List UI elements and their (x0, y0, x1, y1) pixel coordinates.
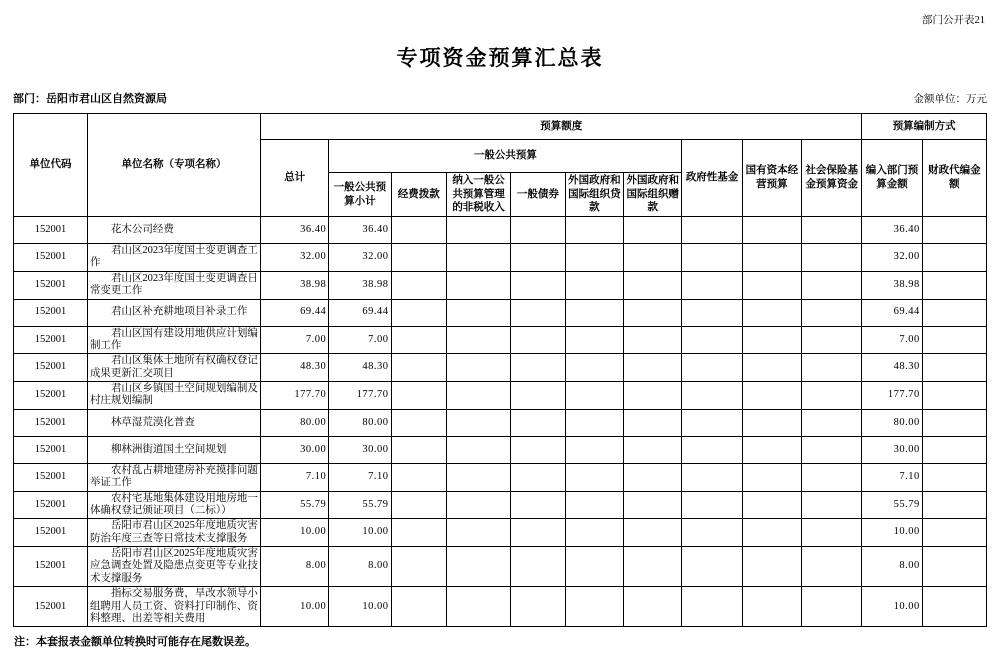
cell-fiscal-agency (922, 217, 986, 244)
cell-gpb-subtotal: 80.00 (329, 409, 391, 436)
cell-funding (391, 382, 446, 410)
cell-fiscal-agency (922, 463, 986, 491)
cell-foreign-grants (624, 463, 682, 491)
table-row (14, 326, 987, 354)
cell-fiscal-agency (922, 354, 986, 382)
cell-non-tax (446, 587, 510, 627)
cell-foreign-grants (624, 354, 682, 382)
cell-unit-code: 152001 (14, 547, 88, 587)
cell-unit-name: 君山区集体土地所有权确权登记成果更新汇交项目 (87, 354, 260, 382)
cell-funding (391, 436, 446, 463)
cell-dept-amount: 48.30 (862, 354, 922, 382)
cell-total: 10.00 (261, 519, 329, 547)
cell-fiscal-agency (922, 587, 986, 627)
cell-non-tax (446, 299, 510, 326)
cell-social-insurance (802, 463, 862, 491)
cell-dept-amount: 30.00 (862, 436, 922, 463)
cell-general-bonds (511, 382, 565, 410)
cell-social-insurance (802, 409, 862, 436)
header-row-1 (14, 114, 987, 140)
cell-gpb-subtotal: 32.00 (329, 244, 391, 272)
meta-row (13, 90, 987, 106)
cell-state-capital (742, 326, 801, 354)
table-row (14, 217, 987, 244)
cell-gpb-subtotal: 36.40 (329, 217, 391, 244)
cell-foreign-loans (565, 354, 623, 382)
page-title: 专项资金预算汇总表 (396, 47, 604, 70)
cell-foreign-grants (624, 409, 682, 436)
cell-fiscal-agency (922, 436, 986, 463)
cell-foreign-grants (624, 382, 682, 410)
cell-non-tax (446, 409, 510, 436)
cell-social-insurance (802, 271, 862, 299)
cell-gpb-subtotal: 30.00 (329, 436, 391, 463)
cell-dept-amount: 32.00 (862, 244, 922, 272)
cell-foreign-loans (565, 271, 623, 299)
cell-total: 32.00 (261, 244, 329, 272)
cell-state-capital (742, 436, 801, 463)
cell-non-tax (446, 244, 510, 272)
cell-foreign-grants (624, 547, 682, 587)
footnote: 注：本套报表金额单位转换时可能存在尾数误差。 (14, 636, 256, 649)
cell-unit-name: 君山区2023年度国土变更调查工作 (87, 244, 260, 272)
table-row (14, 244, 987, 272)
cell-social-insurance (802, 436, 862, 463)
cell-unit-code: 152001 (14, 382, 88, 410)
cell-total: 38.98 (261, 271, 329, 299)
cell-total: 8.00 (261, 547, 329, 587)
cell-total: 177.70 (261, 382, 329, 410)
cell-foreign-loans (565, 382, 623, 410)
cell-state-capital (742, 409, 801, 436)
header-funding-appropriation: 经费拨款 (391, 173, 446, 217)
cell-state-capital (742, 299, 801, 326)
header-compilation-method: 预算编制方式 (862, 114, 987, 140)
cell-total: 7.10 (261, 463, 329, 491)
cell-unit-name: 林草湿荒漠化普查 (87, 409, 260, 436)
cell-dept-amount: 80.00 (862, 409, 922, 436)
cell-general-bonds (511, 354, 565, 382)
cell-total: 30.00 (261, 436, 329, 463)
cell-non-tax (446, 326, 510, 354)
cell-gpb-subtotal: 177.70 (329, 382, 391, 410)
cell-government-funds (682, 519, 742, 547)
cell-general-bonds (511, 491, 565, 519)
cell-non-tax (446, 491, 510, 519)
table-row (14, 382, 987, 410)
cell-state-capital (742, 463, 801, 491)
cell-unit-code: 152001 (14, 519, 88, 547)
cell-funding (391, 409, 446, 436)
cell-unit-code: 152001 (14, 354, 88, 382)
cell-total: 55.79 (261, 491, 329, 519)
cell-unit-name: 岳阳市君山区2025年度地质灾害防治年度三查等日常技术支撑服务 (87, 519, 260, 547)
cell-gpb-subtotal: 7.10 (329, 463, 391, 491)
cell-general-bonds (511, 217, 565, 244)
cell-gpb-subtotal: 7.00 (329, 326, 391, 354)
cell-social-insurance (802, 491, 862, 519)
cell-gpb-subtotal: 10.00 (329, 519, 391, 547)
cell-government-funds (682, 299, 742, 326)
cell-funding (391, 299, 446, 326)
header-social-insurance: 社会保险基金预算资金 (802, 140, 862, 217)
table-row (14, 463, 987, 491)
cell-total: 10.00 (261, 587, 329, 627)
cell-gpb-subtotal: 38.98 (329, 271, 391, 299)
cell-gpb-subtotal: 55.79 (329, 491, 391, 519)
cell-unit-name: 花木公司经费 (87, 217, 260, 244)
table-row (14, 547, 987, 587)
header-general-bonds: 一般债券 (511, 173, 565, 217)
header-total: 总计 (261, 140, 329, 217)
cell-non-tax (446, 519, 510, 547)
cell-foreign-loans (565, 463, 623, 491)
cell-general-bonds (511, 409, 565, 436)
cell-funding (391, 244, 446, 272)
cell-general-bonds (511, 271, 565, 299)
cell-gpb-subtotal: 10.00 (329, 587, 391, 627)
cell-unit-code: 152001 (14, 463, 88, 491)
doc-label: 部门公开表21 (922, 15, 985, 26)
cell-dept-amount: 36.40 (862, 217, 922, 244)
cell-general-bonds (511, 519, 565, 547)
cell-state-capital (742, 244, 801, 272)
cell-state-capital (742, 271, 801, 299)
cell-government-funds (682, 463, 742, 491)
cell-foreign-grants (624, 326, 682, 354)
cell-foreign-loans (565, 244, 623, 272)
cell-social-insurance (802, 217, 862, 244)
cell-fiscal-agency (922, 299, 986, 326)
table-row (14, 354, 987, 382)
cell-unit-code: 152001 (14, 491, 88, 519)
table-row (14, 519, 987, 547)
cell-foreign-grants (624, 491, 682, 519)
table-row (14, 491, 987, 519)
cell-government-funds (682, 587, 742, 627)
cell-total: 36.40 (261, 217, 329, 244)
cell-foreign-loans (565, 436, 623, 463)
table-body (14, 217, 987, 627)
cell-foreign-loans (565, 587, 623, 627)
cell-funding (391, 271, 446, 299)
cell-funding (391, 547, 446, 587)
cell-state-capital (742, 491, 801, 519)
cell-foreign-loans (565, 299, 623, 326)
cell-general-bonds (511, 244, 565, 272)
cell-non-tax (446, 547, 510, 587)
cell-foreign-loans (565, 217, 623, 244)
cell-general-bonds (511, 299, 565, 326)
cell-funding (391, 519, 446, 547)
cell-general-bonds (511, 463, 565, 491)
header-unit-code: 单位代码 (14, 114, 88, 217)
cell-foreign-grants (624, 587, 682, 627)
cell-unit-name: 岳阳市君山区2025年度地质灾害应急调查处置及隐患点变更等专业技术支撑服务 (87, 547, 260, 587)
cell-general-bonds (511, 326, 565, 354)
cell-non-tax (446, 436, 510, 463)
cell-government-funds (682, 409, 742, 436)
cell-total: 7.00 (261, 326, 329, 354)
header-foreign-grants: 外国政府和国际组织赠款 (624, 173, 682, 217)
cell-gpb-subtotal: 8.00 (329, 547, 391, 587)
cell-dept-amount: 38.98 (862, 271, 922, 299)
cell-non-tax (446, 217, 510, 244)
cell-general-bonds (511, 436, 565, 463)
cell-foreign-grants (624, 271, 682, 299)
cell-general-bonds (511, 547, 565, 587)
cell-government-funds (682, 436, 742, 463)
cell-funding (391, 326, 446, 354)
cell-unit-name: 君山区国有建设用地供应计划编制工作 (87, 326, 260, 354)
cell-government-funds (682, 271, 742, 299)
header-non-tax-income: 纳入一般公共预算管理的非税收入 (446, 173, 510, 217)
cell-social-insurance (802, 587, 862, 627)
cell-social-insurance (802, 244, 862, 272)
cell-unit-code: 152001 (14, 217, 88, 244)
cell-unit-code: 152001 (14, 587, 88, 627)
cell-gpb-subtotal: 48.30 (329, 354, 391, 382)
header-foreign-loans: 外国政府和国际组织贷款 (565, 173, 623, 217)
cell-dept-amount: 7.10 (862, 463, 922, 491)
department-label: 部门：岳阳市君山区自然资源局 (13, 93, 167, 105)
cell-unit-code: 152001 (14, 326, 88, 354)
cell-state-capital (742, 382, 801, 410)
cell-non-tax (446, 271, 510, 299)
cell-foreign-loans (565, 326, 623, 354)
cell-funding (391, 587, 446, 627)
cell-non-tax (446, 463, 510, 491)
cell-state-capital (742, 587, 801, 627)
cell-foreign-grants (624, 217, 682, 244)
cell-total: 48.30 (261, 354, 329, 382)
table-row (14, 299, 987, 326)
header-government-funds: 政府性基金 (682, 140, 742, 217)
cell-dept-amount: 10.00 (862, 587, 922, 627)
cell-unit-name: 君山区2023年度国土变更调查日常变更工作 (87, 271, 260, 299)
cell-funding (391, 354, 446, 382)
cell-dept-amount: 7.00 (862, 326, 922, 354)
cell-fiscal-agency (922, 547, 986, 587)
cell-total: 80.00 (261, 409, 329, 436)
cell-foreign-grants (624, 519, 682, 547)
cell-dept-amount: 10.00 (862, 519, 922, 547)
cell-unit-code: 152001 (14, 409, 88, 436)
cell-unit-name: 指标交易服务费，旱改水领导小组聘用人员工资、资料打印制作、资料整理、出差等相关费用 (87, 587, 260, 627)
header-budget-amount: 预算额度 (261, 114, 862, 140)
unit-label: 金额单位：万元 (913, 94, 987, 105)
cell-dept-amount: 55.79 (862, 491, 922, 519)
cell-funding (391, 217, 446, 244)
cell-government-funds (682, 217, 742, 244)
cell-government-funds (682, 547, 742, 587)
cell-fiscal-agency (922, 326, 986, 354)
cell-state-capital (742, 519, 801, 547)
cell-unit-name: 农村乱占耕地建房补充摸排问题举证工作 (87, 463, 260, 491)
cell-dept-amount: 8.00 (862, 547, 922, 587)
cell-social-insurance (802, 354, 862, 382)
cell-government-funds (682, 354, 742, 382)
cell-funding (391, 463, 446, 491)
table-row (14, 587, 987, 627)
cell-dept-amount: 177.70 (862, 382, 922, 410)
cell-state-capital (742, 217, 801, 244)
header-unit-name: 单位名称（专项名称） (87, 114, 260, 217)
cell-government-funds (682, 244, 742, 272)
cell-state-capital (742, 354, 801, 382)
header-fiscal-agency-amount: 财政代编金额 (922, 140, 986, 217)
cell-fiscal-agency (922, 271, 986, 299)
cell-unit-name: 君山区乡镇国土空间规划编制及村庄规划编制 (87, 382, 260, 410)
cell-unit-code: 152001 (14, 271, 88, 299)
cell-fiscal-agency (922, 491, 986, 519)
table-row (14, 271, 987, 299)
cell-social-insurance (802, 519, 862, 547)
table-row (14, 409, 987, 436)
header-gpb-subtotal: 一般公共预算小计 (329, 173, 391, 217)
cell-government-funds (682, 326, 742, 354)
cell-unit-code: 152001 (14, 244, 88, 272)
cell-unit-code: 152001 (14, 299, 88, 326)
cell-government-funds (682, 491, 742, 519)
cell-foreign-loans (565, 519, 623, 547)
header-dept-budget-amount: 编入部门预算金额 (862, 140, 922, 217)
cell-total: 69.44 (261, 299, 329, 326)
cell-gpb-subtotal: 69.44 (329, 299, 391, 326)
cell-foreign-grants (624, 244, 682, 272)
cell-unit-name: 农村宅基地集体建设用地房地一体确权登记颁证项目（二标）） (87, 491, 260, 519)
cell-state-capital (742, 547, 801, 587)
cell-non-tax (446, 354, 510, 382)
cell-social-insurance (802, 299, 862, 326)
cell-fiscal-agency (922, 409, 986, 436)
cell-unit-code: 152001 (14, 436, 88, 463)
cell-general-bonds (511, 587, 565, 627)
header-state-capital: 国有资本经营预算 (742, 140, 801, 217)
header-general-public-budget: 一般公共预算 (329, 140, 682, 173)
cell-dept-amount: 69.44 (862, 299, 922, 326)
table-row (14, 436, 987, 463)
cell-funding (391, 491, 446, 519)
cell-foreign-grants (624, 299, 682, 326)
cell-unit-name: 君山区补充耕地项目补录工作 (87, 299, 260, 326)
cell-social-insurance (802, 382, 862, 410)
cell-fiscal-agency (922, 244, 986, 272)
cell-foreign-loans (565, 491, 623, 519)
cell-government-funds (682, 382, 742, 410)
cell-foreign-loans (565, 409, 623, 436)
cell-fiscal-agency (922, 519, 986, 547)
cell-foreign-grants (624, 436, 682, 463)
cell-non-tax (446, 382, 510, 410)
cell-social-insurance (802, 326, 862, 354)
cell-unit-name: 柳林洲街道国土空间规划 (87, 436, 260, 463)
cell-foreign-loans (565, 547, 623, 587)
cell-social-insurance (802, 547, 862, 587)
budget-table (13, 113, 987, 627)
cell-fiscal-agency (922, 382, 986, 410)
